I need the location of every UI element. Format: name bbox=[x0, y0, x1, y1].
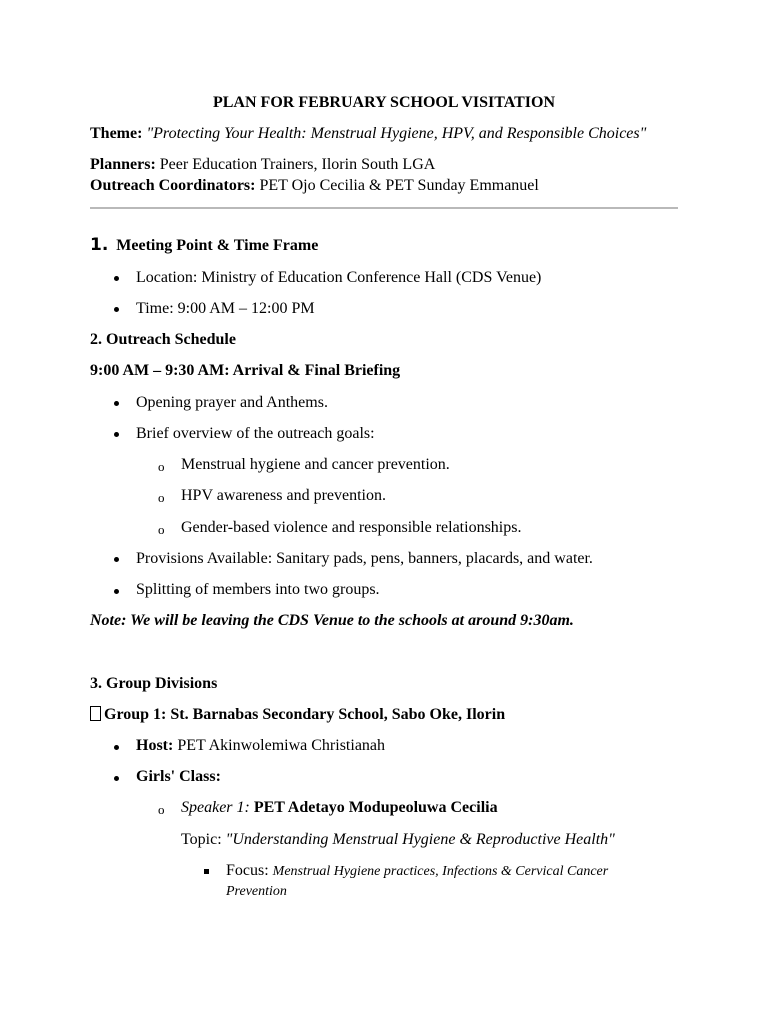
missing-glyph-icon bbox=[90, 706, 101, 721]
list-item-provisions: Provisions Available: Sanitary pads, pens, banners, placards, and water. bbox=[136, 550, 593, 567]
bullet-icon bbox=[114, 589, 119, 594]
focus-label: Focus: bbox=[226, 862, 269, 879]
focus-value-line2: Prevention bbox=[226, 884, 287, 899]
list-item-splitting: Splitting of members into two groups. bbox=[136, 581, 380, 598]
speaker-label: Speaker 1: bbox=[181, 799, 250, 816]
bullet-icon bbox=[114, 307, 119, 312]
section-2-heading: 2. Outreach Schedule bbox=[90, 331, 236, 348]
list-item-opening-prayer: Opening prayer and Anthems. bbox=[136, 394, 328, 411]
circle-bullet-icon: o bbox=[158, 459, 165, 474]
bullet-icon bbox=[114, 557, 119, 562]
theme-value: "Protecting Your Health: Menstrual Hygiene, HPV, and Responsible Choices" bbox=[146, 125, 647, 142]
group-1-title: Group 1: St. Barnabas Secondary School, Sabo Oke, Ilorin bbox=[104, 706, 506, 723]
topic-value: "Understanding Menstrual Hygiene & Reproductive Health" bbox=[225, 831, 615, 848]
group-1-heading bbox=[90, 705, 505, 725]
coordinators-line bbox=[90, 176, 539, 196]
bullet-icon bbox=[114, 432, 119, 437]
planners-line bbox=[90, 155, 435, 175]
horizontal-divider bbox=[90, 207, 678, 209]
circle-bullet-icon: o bbox=[158, 522, 165, 537]
bullet-icon bbox=[114, 401, 119, 406]
section-1-heading bbox=[90, 235, 318, 256]
schedule-slot-heading: 9:00 AM – 9:30 AM: Arrival & Final Briefing bbox=[90, 362, 401, 379]
list-item-location: Location: Ministry of Education Conference Hall (CDS Venue) bbox=[136, 269, 542, 286]
goal-item-gbv: Gender-based violence and responsible relationships. bbox=[181, 519, 522, 536]
topic-label: Topic: bbox=[181, 831, 222, 848]
goal-item-hpv: HPV awareness and prevention. bbox=[181, 487, 386, 504]
topic-line bbox=[181, 830, 615, 850]
square-bullet-icon bbox=[204, 869, 209, 874]
coordinators-value: PET Ojo Cecilia & PET Sunday Emmanuel bbox=[259, 177, 539, 194]
section-1-number: 1. bbox=[90, 235, 109, 255]
host-value: PET Akinwolemiwa Christianah bbox=[177, 737, 386, 754]
theme-line bbox=[90, 124, 646, 144]
bullet-icon bbox=[114, 276, 119, 281]
list-item-time: Time: 9:00 AM – 12:00 PM bbox=[136, 300, 315, 317]
planners-value: Peer Education Trainers, Ilorin South LGA bbox=[159, 156, 436, 173]
bullet-icon bbox=[114, 745, 119, 750]
host-line bbox=[136, 736, 385, 756]
girls-class-label: Girls' Class: bbox=[136, 768, 221, 785]
section-1-title: Meeting Point & Time Frame bbox=[116, 237, 319, 254]
theme-label: Theme: bbox=[90, 125, 143, 142]
focus-value-line1: Menstrual Hygiene practices, Infections & Cervical Cancer bbox=[272, 864, 609, 879]
circle-bullet-icon: o bbox=[158, 802, 165, 817]
goal-item-menstrual: Menstrual hygiene and cancer prevention. bbox=[181, 456, 450, 473]
circle-bullet-icon: o bbox=[158, 490, 165, 505]
list-item-overview: Brief overview of the outreach goals: bbox=[136, 425, 375, 442]
section-3-heading: 3. Group Divisions bbox=[90, 675, 218, 692]
host-label: Host: bbox=[136, 737, 174, 754]
speaker-line bbox=[181, 798, 498, 818]
departure-note: Note: We will be leaving the CDS Venue to the schools at around 9:30am. bbox=[90, 612, 574, 629]
planners-label: Planners: bbox=[90, 156, 156, 173]
bullet-icon bbox=[114, 776, 119, 781]
coordinators-label: Outreach Coordinators: bbox=[90, 177, 256, 194]
document-title: PLAN FOR FEBRUARY SCHOOL VISITATION bbox=[212, 94, 555, 111]
speaker-name: PET Adetayo Modupeoluwa Cecilia bbox=[253, 799, 498, 816]
focus-line bbox=[226, 861, 608, 882]
